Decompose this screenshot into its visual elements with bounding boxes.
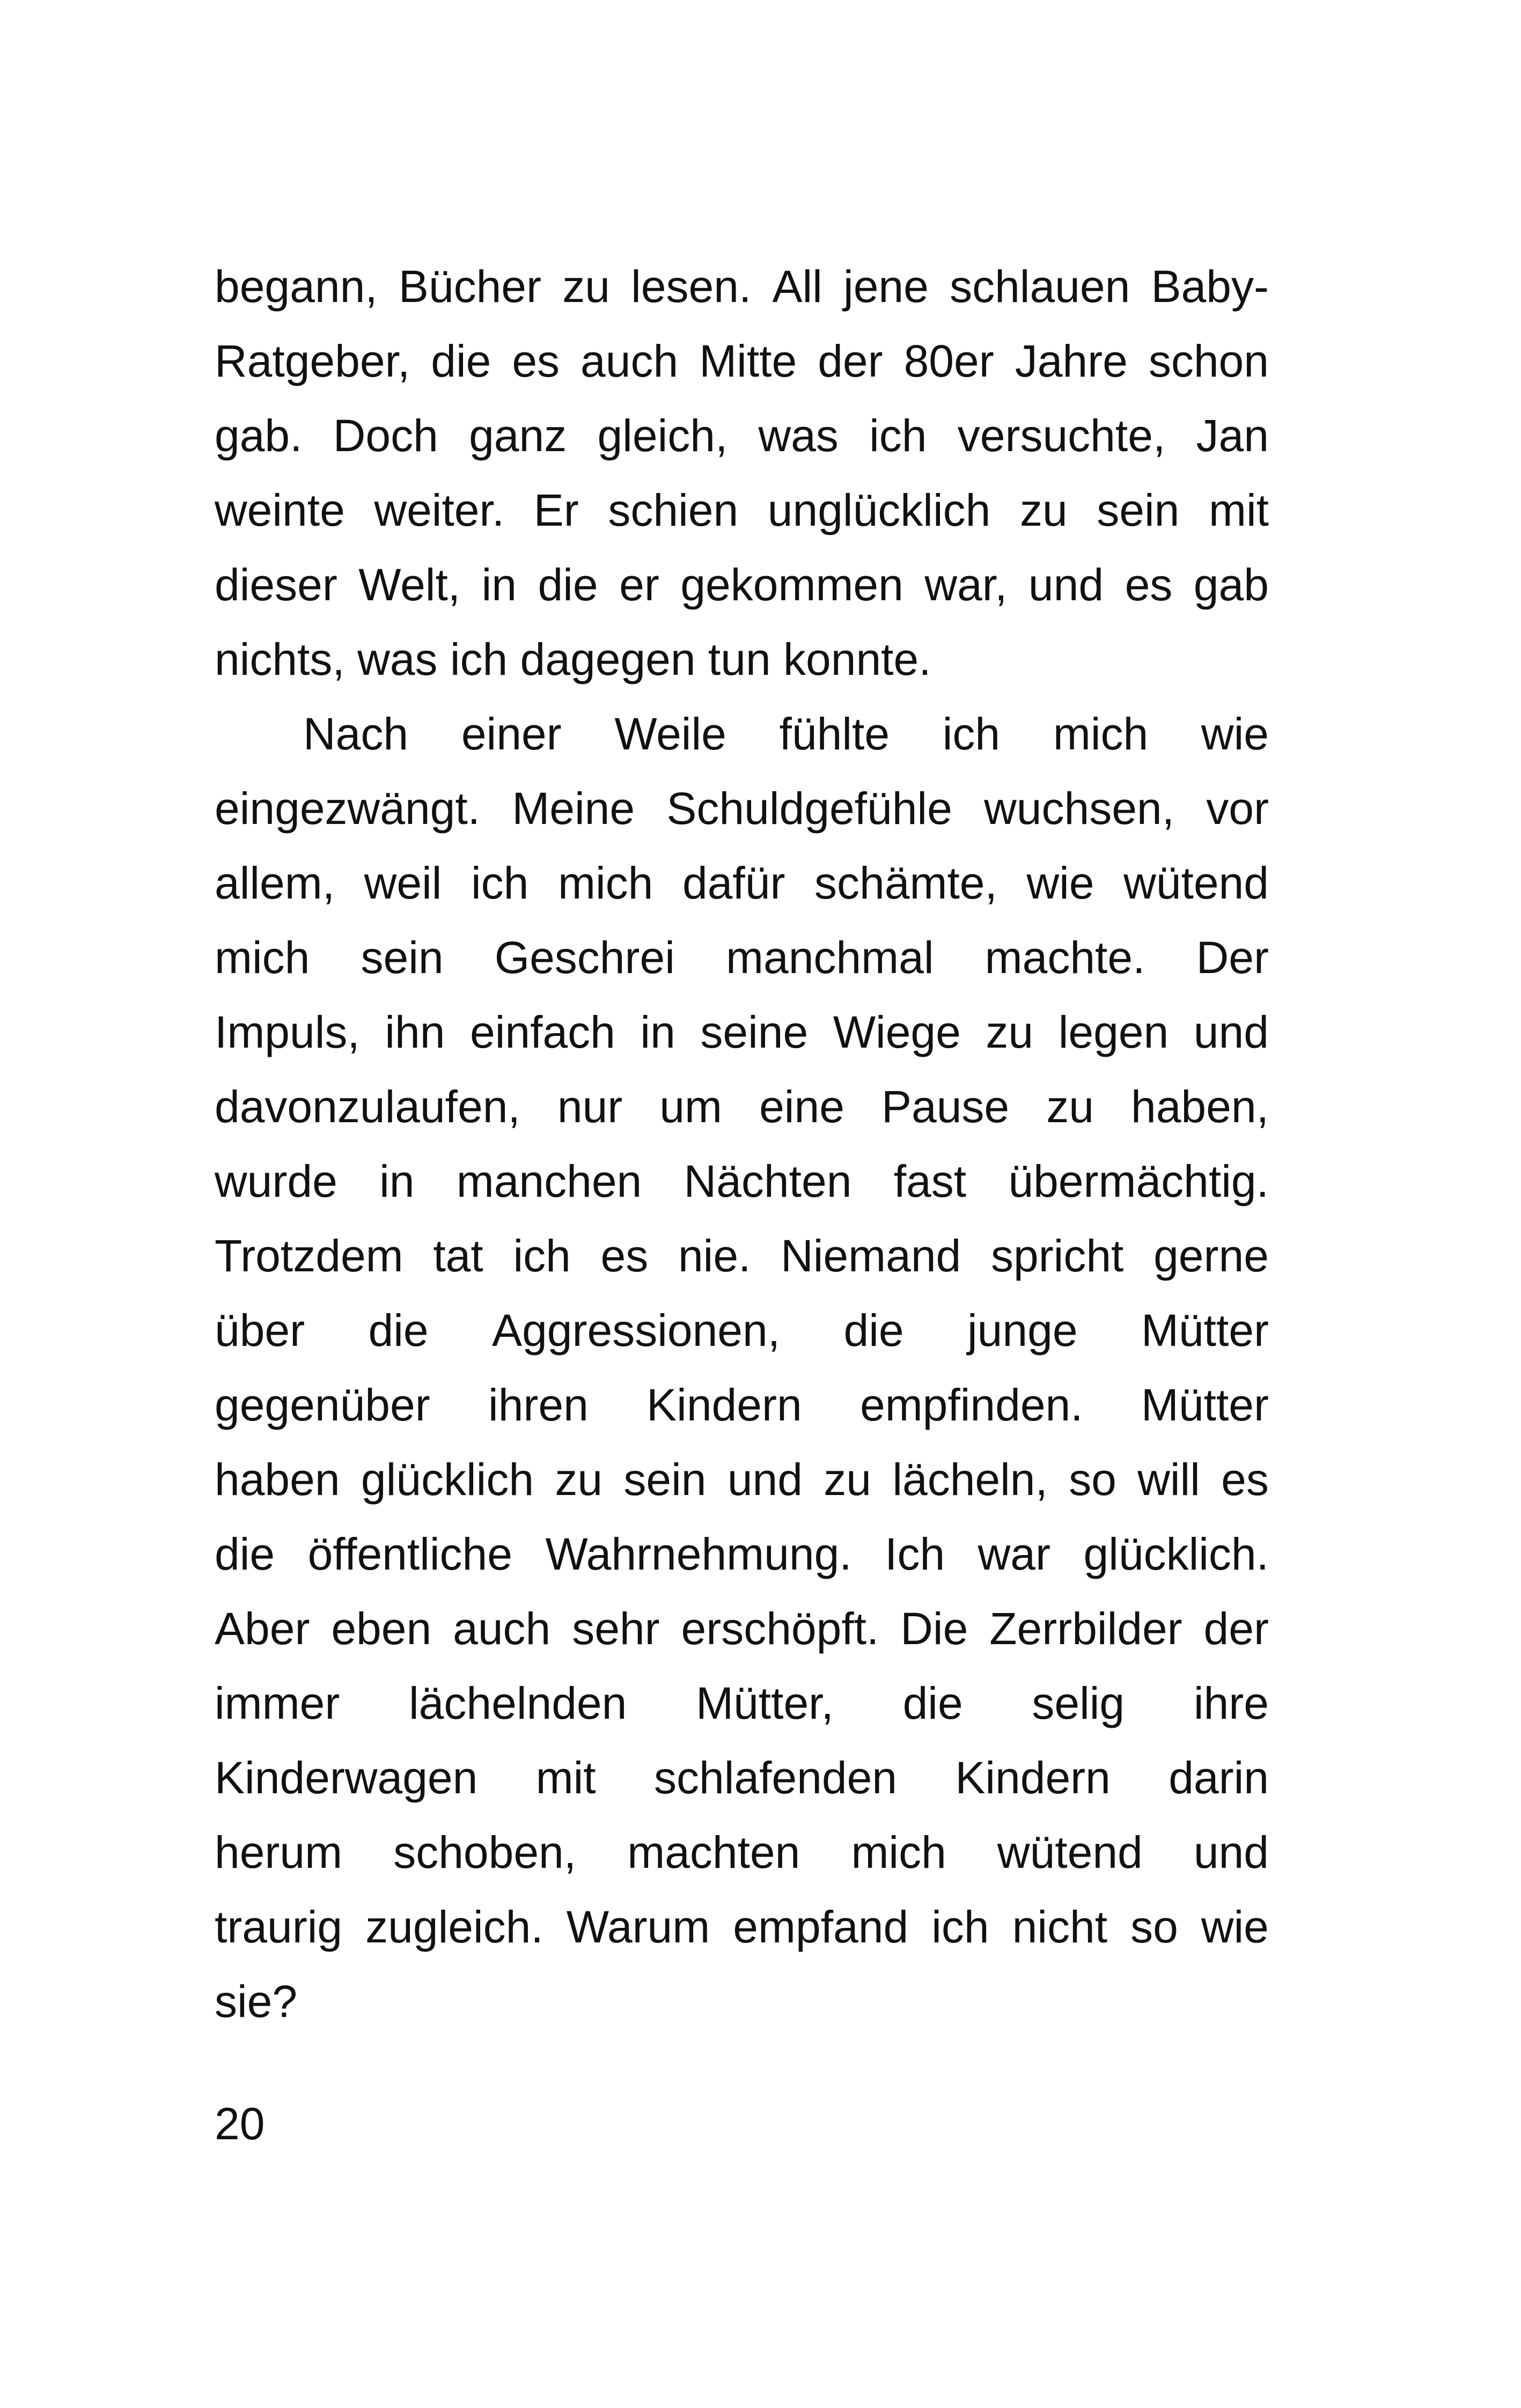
word: schlafenden xyxy=(653,1752,898,1803)
word: ich xyxy=(513,1231,571,1281)
word: Meine xyxy=(512,783,635,834)
word: versuchte, xyxy=(957,410,1166,461)
word: zu xyxy=(1019,485,1068,535)
word: Aggressionen, xyxy=(492,1305,781,1356)
word: wie xyxy=(1026,858,1094,908)
word: Kindern xyxy=(955,1752,1111,1803)
word: darin xyxy=(1169,1752,1269,1803)
word: ich xyxy=(471,858,529,908)
word: ich xyxy=(869,410,927,461)
text-line xyxy=(215,249,1269,324)
word: die xyxy=(902,1678,963,1728)
text-line xyxy=(215,771,1269,846)
page-number: 20 xyxy=(215,2098,265,2149)
text-line xyxy=(215,1442,1269,1517)
word: seine xyxy=(700,1007,809,1057)
text-line xyxy=(215,995,1269,1070)
word: in xyxy=(481,559,517,610)
word: mit xyxy=(1208,485,1269,535)
text-line xyxy=(215,921,1269,995)
word: wütend xyxy=(997,1827,1143,1877)
text-line xyxy=(215,1219,1269,1293)
word: wie xyxy=(1201,1902,1269,1952)
word: Welt, xyxy=(358,559,461,610)
word: die xyxy=(431,336,491,386)
word: über xyxy=(215,1305,305,1356)
word: mich xyxy=(558,858,653,908)
text-line xyxy=(215,1144,1269,1219)
text-line xyxy=(215,1815,1269,1890)
word: will xyxy=(1137,1454,1200,1505)
word: Bücher xyxy=(398,261,541,312)
word: Doch xyxy=(333,410,438,461)
text-line-indented xyxy=(215,697,1269,771)
word: öffentliche xyxy=(307,1529,512,1579)
word: ich xyxy=(942,709,1001,759)
text-line xyxy=(215,1592,1269,1666)
word: wuchsen, xyxy=(984,783,1174,834)
word: lächelnden xyxy=(409,1678,627,1728)
word: mich xyxy=(851,1827,946,1877)
word: es xyxy=(1125,559,1173,610)
word: fühlte xyxy=(779,709,890,759)
text-line xyxy=(215,473,1269,548)
word: gerne xyxy=(1153,1231,1269,1281)
word: ihn xyxy=(385,1007,445,1057)
word: Die xyxy=(900,1603,968,1654)
word: gleich, xyxy=(597,410,728,461)
word: Aber xyxy=(215,1603,310,1654)
text-line xyxy=(215,1517,1269,1592)
word: die xyxy=(215,1529,275,1579)
word: Nächten xyxy=(684,1156,852,1206)
word: zu xyxy=(555,1454,603,1505)
word: sehr xyxy=(572,1603,660,1654)
word: war, xyxy=(924,559,1008,610)
word: Ich xyxy=(885,1529,945,1579)
word: in xyxy=(379,1156,415,1206)
word: und xyxy=(1193,1007,1269,1057)
word: schon xyxy=(1148,336,1269,386)
word: dafür xyxy=(682,858,785,908)
word: Niemand xyxy=(781,1231,961,1281)
word: einer xyxy=(461,709,562,759)
word: erschöpft. xyxy=(681,1603,879,1654)
word: begann, xyxy=(215,261,378,312)
word: mit xyxy=(535,1752,596,1803)
word: Mütter, xyxy=(696,1678,834,1728)
word: gekommen xyxy=(680,559,903,610)
word: Baby- xyxy=(1151,261,1269,312)
word: legen xyxy=(1058,1007,1169,1057)
word: zu xyxy=(824,1454,871,1505)
word: Zerrbilder xyxy=(989,1603,1182,1654)
word: dieser xyxy=(215,559,337,610)
word: lesen. xyxy=(631,261,752,312)
word: 80er xyxy=(903,336,994,386)
text-line xyxy=(215,399,1269,473)
word: mich xyxy=(1053,709,1149,759)
word: sein xyxy=(361,932,444,983)
word: und xyxy=(1028,559,1104,610)
word: zu xyxy=(986,1007,1034,1057)
word: weiter. xyxy=(374,485,505,535)
word: mich xyxy=(215,932,310,983)
word: glücklich. xyxy=(1083,1529,1269,1579)
word: Jahre xyxy=(1015,336,1128,386)
word: und xyxy=(727,1454,803,1505)
word: Trotzdem xyxy=(215,1231,403,1281)
word: Wahrnehmung. xyxy=(545,1529,852,1579)
word: allem, xyxy=(215,858,335,908)
word: Der xyxy=(1196,932,1269,983)
word: empfinden. xyxy=(859,1380,1083,1430)
word: auch xyxy=(581,336,679,386)
word: haben, xyxy=(1131,1081,1269,1132)
word: unglücklich xyxy=(767,485,991,535)
word: so xyxy=(1069,1454,1116,1505)
word: Mütter xyxy=(1141,1380,1269,1430)
word: Impuls, xyxy=(215,1007,360,1057)
word: wie xyxy=(1201,709,1269,759)
word: es xyxy=(512,336,560,386)
word: Geschrei xyxy=(494,932,675,983)
word: sein xyxy=(623,1454,707,1505)
word: Pause xyxy=(881,1081,1010,1132)
word: Ratgeber, xyxy=(215,336,410,386)
word: eben xyxy=(331,1603,432,1654)
word: die xyxy=(843,1305,904,1356)
word: Wiege xyxy=(833,1007,961,1057)
text-line xyxy=(215,1293,1269,1368)
word: weinte xyxy=(215,485,345,535)
text-line-last: nichts, was ich dagegen tun konnte. xyxy=(215,634,931,684)
word: Nach xyxy=(303,709,409,759)
text-line-last: sie? xyxy=(215,1976,298,2027)
word: der xyxy=(1203,1603,1269,1654)
word: weil xyxy=(364,858,442,908)
word: Weile xyxy=(614,709,726,759)
word: ganz xyxy=(469,410,567,461)
text-line xyxy=(215,1666,1269,1741)
word: zu xyxy=(1046,1081,1094,1132)
word: tat xyxy=(433,1231,483,1281)
word: übermächtig. xyxy=(1008,1156,1269,1206)
word: manchen xyxy=(456,1156,642,1206)
word: Kinderwagen xyxy=(215,1752,478,1803)
word: wurde xyxy=(215,1156,337,1206)
word: fast xyxy=(893,1156,967,1206)
word: um xyxy=(659,1081,723,1132)
word: Er xyxy=(533,485,579,535)
word: einfach xyxy=(469,1007,615,1057)
word: schämte, xyxy=(814,858,997,908)
word: schien xyxy=(608,485,739,535)
word: eine xyxy=(759,1081,844,1132)
text-line xyxy=(215,846,1269,921)
word: ihren xyxy=(488,1380,589,1430)
word: auch xyxy=(453,1603,551,1654)
word: nur xyxy=(557,1081,623,1132)
word: zugleich. xyxy=(365,1902,543,1952)
text-line xyxy=(215,548,1269,622)
word: Schuldgefühle xyxy=(666,783,952,834)
word: Kindern xyxy=(646,1380,802,1430)
word: machte. xyxy=(984,932,1145,983)
word: es xyxy=(1221,1454,1269,1505)
body-text xyxy=(215,249,1269,2039)
word: in xyxy=(640,1007,675,1057)
word: die xyxy=(368,1305,429,1356)
word: glücklich xyxy=(361,1454,534,1505)
word: immer xyxy=(215,1678,340,1728)
word: Jan xyxy=(1196,410,1269,461)
word: schlauen xyxy=(950,261,1130,312)
word: Warum xyxy=(566,1902,710,1952)
word: vor xyxy=(1206,783,1269,834)
word: war xyxy=(978,1529,1050,1579)
word: All xyxy=(772,261,822,312)
word: jene xyxy=(843,261,929,312)
word: gab. xyxy=(215,410,303,461)
word: traurig xyxy=(215,1902,343,1952)
word: manchmal xyxy=(726,932,934,983)
word: gab xyxy=(1193,559,1269,610)
word: davonzulaufen, xyxy=(215,1081,520,1132)
word: ich xyxy=(931,1902,989,1952)
word: junge xyxy=(967,1305,1078,1356)
word: empfand xyxy=(733,1902,909,1952)
word: spricht xyxy=(990,1231,1124,1281)
word: er xyxy=(619,559,659,610)
word: die xyxy=(538,559,598,610)
word: nie. xyxy=(678,1231,751,1281)
word: lächeln, xyxy=(892,1454,1048,1505)
word: Mütter xyxy=(1141,1305,1269,1356)
word: gegenüber xyxy=(215,1380,430,1430)
word: so xyxy=(1130,1902,1178,1952)
word: und xyxy=(1193,1827,1269,1877)
text-line xyxy=(215,1741,1269,1815)
word: ihre xyxy=(1193,1678,1269,1728)
word: nicht xyxy=(1012,1902,1108,1952)
text-line xyxy=(215,1368,1269,1442)
word: zu xyxy=(562,261,610,312)
word: selig xyxy=(1032,1678,1125,1728)
word: der xyxy=(818,336,883,386)
word: Mitte xyxy=(699,336,797,386)
word: sein xyxy=(1097,485,1180,535)
word: schoben, xyxy=(393,1827,577,1877)
text-line xyxy=(215,324,1269,399)
word: eingezwängt. xyxy=(215,783,481,834)
text-line xyxy=(215,1890,1269,1964)
word: es xyxy=(600,1231,649,1281)
word: machten xyxy=(627,1827,800,1877)
word: haben xyxy=(215,1454,340,1505)
word: herum xyxy=(215,1827,343,1877)
text-line xyxy=(215,1070,1269,1144)
word: was xyxy=(758,410,839,461)
word: wütend xyxy=(1123,858,1269,908)
